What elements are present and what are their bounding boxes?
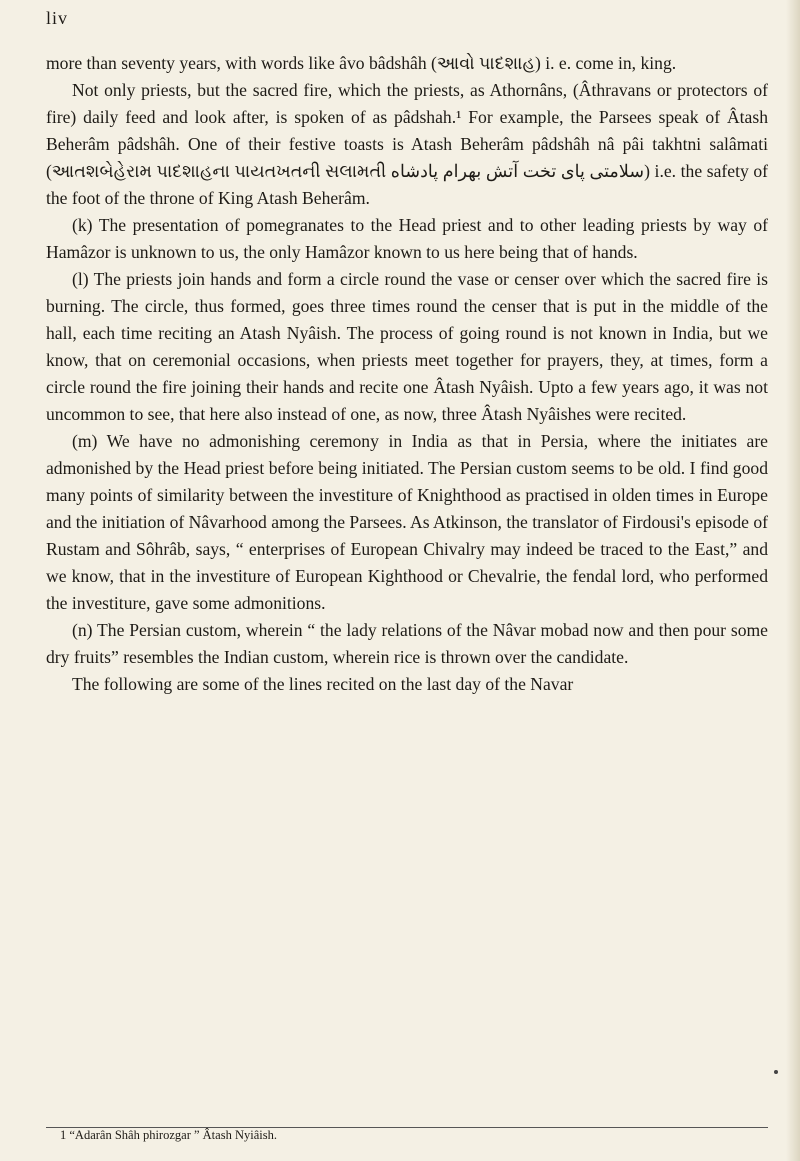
page-edge-shadow [786, 0, 800, 1161]
paragraph-1: more than seventy years, with words like âvo bâdshâh (આવો પાદશાહ) i. e. come in, king. [46, 53, 677, 73]
body-text [46, 50, 768, 698]
paragraph-7: The following are some of the lines recited on the last day of the Navar [72, 674, 574, 694]
footnote: 1 “Adarân Shâh phirozgar ” Âtash Nyiâish. [60, 1128, 277, 1142]
paragraph-5: (m) We have no admonishing ceremony in India as that in Persia, where the initiates are admonished by the Head priest before being initiated. The Persian custom seems to be old. I find good many points of similarity between the investiture of Knighthood as practised in olden times in Europe and the initiation of Nâvarhood among the Parsees. As Atkinson, the translator of Firdousi's episode of Rustam and Sôhrâb, says, “ enterprises of European Chivalry may indeed be traced to the East,” and we know, that in the investiture of European Kighthood or Chevalrie, the fendal lord, who performed the investiture, gave some admonitions. [46, 431, 768, 613]
paragraph-2: Not only priests, but the sacred fire, which the priests, as Athornâns, (Âthravans or protectors of fire) daily feed and look after, is spoken of as pâdshah.¹ For example, the Parsees speak of Âtash Beherâm pâdshâh. One of their festive toasts is Atash Beherâm pâdshâh nâ pâi takhtni salâmati (આતશબેહેરામ પાદશાહના પાયતખતની સલામતી سلامتی پای تخت آتش بهرام پادشاه) i.e. the safety of the foot of the throne of King Atash Beherâm. [46, 80, 769, 208]
paragraph-3: (k) The presentation of pomegranates to the Head priest and to other leading priests by way of Hamâzor is unknown to us, the only Hamâzor known to us here being that of hands. [46, 215, 768, 262]
paragraph-4: (l) The priests join hands and form a circle round the vase or censer over which the sacred fire is burning. The circle, thus formed, goes three times round the censer that is put in the middle of the hall, each time reciting an Atash Nyâish. The process of going round is not known in India, but we know, that on ceremonial occasions, when priests meet together for prayers, they, at times, form a circle round the fire joining their hands and recite one Âtash Nyâish. Upto a few years ago, it was not uncommon to see, that here also instead of one, as now, three Âtash Nyâishes were recited. [46, 269, 768, 424]
paragraph-6: (n) The Persian custom, wherein “ the lady relations of the Nâvar mobad now and then pour some dry fruits” resembles the Indian custom, wherein rice is thrown over the candidate. [46, 620, 768, 667]
paper-spot [774, 1070, 778, 1074]
page-number: liv [46, 8, 69, 28]
